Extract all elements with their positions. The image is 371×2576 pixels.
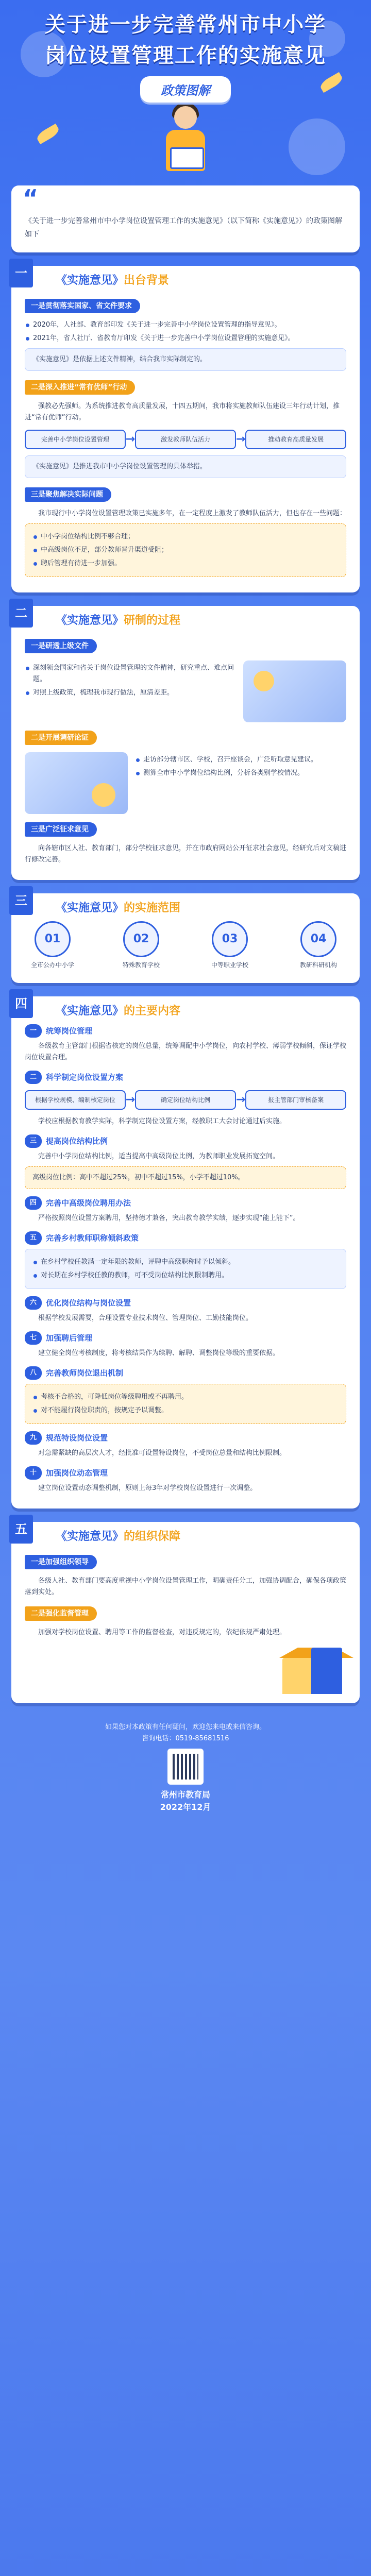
section-title: 《实施意见》研制的过程 xyxy=(56,614,181,627)
scope-item: 03 中等职业学校 xyxy=(202,921,258,970)
section-process xyxy=(11,606,360,880)
flow-step: 激发教师队伍活力 xyxy=(135,430,236,449)
leaf-icon xyxy=(318,72,344,93)
list-item: 对不能履行岗位职责的，按规定予以调整。 xyxy=(32,1405,339,1416)
content-heading: 四 完善中高级岗位聘用办法 xyxy=(25,1196,346,1210)
section-content xyxy=(11,996,360,1509)
subhead: 一是贯彻落实国家、省文件要求 xyxy=(25,299,140,313)
page-title-line2: 岗位设置管理工作的实施意见 xyxy=(45,44,326,67)
subhead: 二是开展调研论证 xyxy=(25,731,97,745)
qr-code-icon xyxy=(167,1749,204,1785)
content-row xyxy=(25,660,346,722)
content-heading: 二 科学制定岗位设置方案 xyxy=(25,1071,346,1084)
note-box: 《实施意见》是依据上述文件精神，结合我市实际制定的。 xyxy=(25,348,346,371)
flow-step: 推动教育高质量发展 xyxy=(245,430,346,449)
paragraph: 强教必先强师。为系统推进教育高质量发展，十四五期间，我市将实施教师队伍建设三年行动计划，推进“常有优师”行动。 xyxy=(25,402,340,421)
section-number: 一 xyxy=(9,259,33,287)
paragraph: 各级教育主管部门根据省核定的岗位总量，统筹调配中小学岗位，向农村学校、薄弱学校倾斜，保证学校岗位设置合理。 xyxy=(25,1042,347,1061)
list-item: 2020年，人社部、教育部印发《关于进一步完善中小学岗位设置管理的指导意见》。 xyxy=(25,319,346,331)
arrow-right-icon: → xyxy=(125,433,136,446)
list-item: 深刻领会国家和省关于岗位设置管理的文件精神，研究重点、难点问题。 xyxy=(25,663,236,685)
list-item: 测算全市中小学岗位结构比例，分析各类别学校情况。 xyxy=(135,768,346,779)
footer-date: 2022年12月 xyxy=(160,1802,211,1812)
list-item: 考核不合格的，可降低岗位等级聘用或不再聘用。 xyxy=(32,1392,339,1403)
flow-step: 确定岗位结构比例 xyxy=(135,1090,236,1110)
reader-illustration xyxy=(155,106,216,178)
subhead: 二是强化监督管理 xyxy=(25,1606,97,1621)
quote-icon: “ xyxy=(23,184,39,212)
section-title: 《实施意见》的实施范围 xyxy=(56,902,181,914)
section-number: 五 xyxy=(9,1515,33,1544)
note-box: 《实施意见》是推进我市中小学岗位设置管理的具体举措。 xyxy=(25,455,346,478)
paragraph: 对急需紧缺的高层次人才，经批准可设置特设岗位，不受岗位总量和结构比例限制。 xyxy=(38,1449,286,1457)
meeting-illustration xyxy=(25,752,128,814)
section-scope xyxy=(11,893,360,983)
content-heading: 九 规范特设岗位设置 xyxy=(25,1431,346,1445)
page-title-line1: 关于进一步完善常州市中小学 xyxy=(45,13,326,37)
subhead: 三是广泛征求意见 xyxy=(25,822,97,837)
arrow-right-icon: → xyxy=(125,1093,136,1106)
arrow-right-icon: → xyxy=(235,433,246,446)
subhead: 二是深入推进“常有优师”行动 xyxy=(25,380,135,395)
flow-diagram xyxy=(25,1090,346,1110)
highlight-box: 高级岗位比例：高中不超过25%，初中不超过15%，小学不超过10%。 xyxy=(25,1166,346,1189)
section-background xyxy=(11,266,360,592)
paragraph: 建立岗位设置动态调整机制，原则上每3年对学校岗位设置进行一次调整。 xyxy=(38,1484,257,1492)
list-item: 在乡村学校任教满一定年限的教师，评聘中高级职称时予以倾斜。 xyxy=(32,1257,339,1268)
content-heading: 六 优化岗位结构与岗位设置 xyxy=(25,1296,346,1310)
content-heading: 八 完善教师岗位退出机制 xyxy=(25,1366,346,1380)
highlight-box xyxy=(25,1384,346,1424)
section-guarantee xyxy=(11,1522,360,1703)
content-heading: 一 统筹岗位管理 xyxy=(25,1024,346,1038)
list-item: 中小学岗位结构比例不够合理； xyxy=(32,531,339,543)
section-number: 四 xyxy=(9,989,33,1018)
documents-illustration xyxy=(243,660,346,722)
subhead: 三是聚焦解决实际问题 xyxy=(25,487,111,502)
arrow-right-icon: → xyxy=(235,1093,246,1106)
scope-item: 01 全市公办中小学 xyxy=(25,921,80,970)
scope-item: 02 特殊教育学校 xyxy=(113,921,169,970)
paragraph: 向各辖市区人社、教育部门，部分学校征求意见，并在市政府网站公开征求社会意见，经研究后对文稿进行修改完善。 xyxy=(25,844,347,863)
header xyxy=(0,0,371,185)
flow-diagram xyxy=(25,430,346,449)
paragraph: 加强对学校岗位设置、聘用等工作的监督检查，对违反规定的，依纪依规严肃处理。 xyxy=(38,1629,286,1636)
content-row xyxy=(25,752,346,814)
intro-card xyxy=(11,185,360,252)
paragraph: 根据学校发展需要，合理设置专业技术岗位、管理岗位、工勤技能岗位。 xyxy=(38,1314,253,1322)
paragraph: 严格按照岗位设置方案聘用，坚持德才兼备，突出教育教学实绩，逐步实现“能上能下”。 xyxy=(38,1214,300,1222)
scope-item: 04 教研科研机构 xyxy=(291,921,346,970)
list-item: 对照上级政策，梳理我市现行做法，厘清差距。 xyxy=(25,687,236,699)
list-item: 聘后管理有待进一步加强。 xyxy=(32,558,339,569)
leaf-icon xyxy=(35,124,61,144)
content-heading: 七 加强聘后管理 xyxy=(25,1331,346,1345)
paragraph: 完善中小学岗位结构比例，适当提高中高级岗位比例，为教师职业发展拓宽空间。 xyxy=(38,1153,280,1160)
intro-text: 《关于进一步完善常州市中小学岗位设置管理工作的实施意见》（以下简称《实施意见》）的政策图解如下 xyxy=(25,217,342,239)
footer-note: 如果您对本政策有任何疑问，欢迎您来电或来信咨询。 咨询电话：0519-85681516 xyxy=(0,1717,371,1744)
list-item: 走访部分辖市区、学校，召开座谈会，广泛听取意见建议。 xyxy=(135,754,346,766)
section-title: 《实施意见》的组织保障 xyxy=(56,1530,181,1543)
flow-step: 报主管部门审核备案 xyxy=(245,1090,346,1110)
paragraph: 建立健全岗位考核制度，将考核结果作为续聘、解聘、调整岗位等级的重要依据。 xyxy=(38,1349,280,1357)
list-item: 对长期在乡村学校任教的教师，可不受岗位结构比例限制聘用。 xyxy=(32,1270,339,1281)
section-number: 二 xyxy=(9,599,33,628)
deco-bubble xyxy=(289,118,345,175)
footer-org: 常州市教育局 xyxy=(160,1790,210,1800)
problem-box xyxy=(25,523,346,577)
list-item: 中高级岗位不足，部分教师晋升渠道受阻； xyxy=(32,545,339,556)
section-number: 三 xyxy=(9,886,33,915)
paragraph: 各级人社、教育部门要高度重视中小学岗位设置管理工作，明确责任分工，加强协调配合，确保各项政策落到实处。 xyxy=(25,1577,347,1596)
content-heading: 三 提高岗位结构比例 xyxy=(25,1134,346,1148)
section-title: 《实施意见》出台背景 xyxy=(56,274,170,287)
school-illustration xyxy=(282,1648,344,1694)
scope-list xyxy=(25,921,346,970)
paragraph: 我市现行中小学岗位设置管理政策已实施多年，在一定程度上激发了教师队伍活力，但也存在一些问题： xyxy=(38,510,347,517)
note-box xyxy=(25,1249,346,1289)
section-title: 《实施意见》的主要内容 xyxy=(56,1005,181,1018)
content-heading: 十 加强岗位动态管理 xyxy=(25,1466,346,1480)
subhead: 一是研透上级文件 xyxy=(25,639,97,653)
flow-step: 完善中小学岗位设置管理 xyxy=(25,430,126,449)
contact-phone: 咨询电话：0519-85681516 xyxy=(142,1735,229,1742)
subhead: 一是加强组织领导 xyxy=(25,1555,97,1569)
flow-step: 根据学校规模、编制核定岗位 xyxy=(25,1090,126,1110)
content-heading: 五 完善乡村教师职称倾斜政策 xyxy=(25,1231,346,1245)
policy-ribbon: 政策图解 xyxy=(140,76,231,103)
list-item: 2021年，省人社厅、省教育厅印发《关于进一步完善中小学岗位设置管理的实施意见》。 xyxy=(25,333,346,344)
paragraph: 学校应根据教育教学实际，科学制定岗位设置方案，经教职工大会讨论通过后实施。 xyxy=(38,1117,286,1125)
